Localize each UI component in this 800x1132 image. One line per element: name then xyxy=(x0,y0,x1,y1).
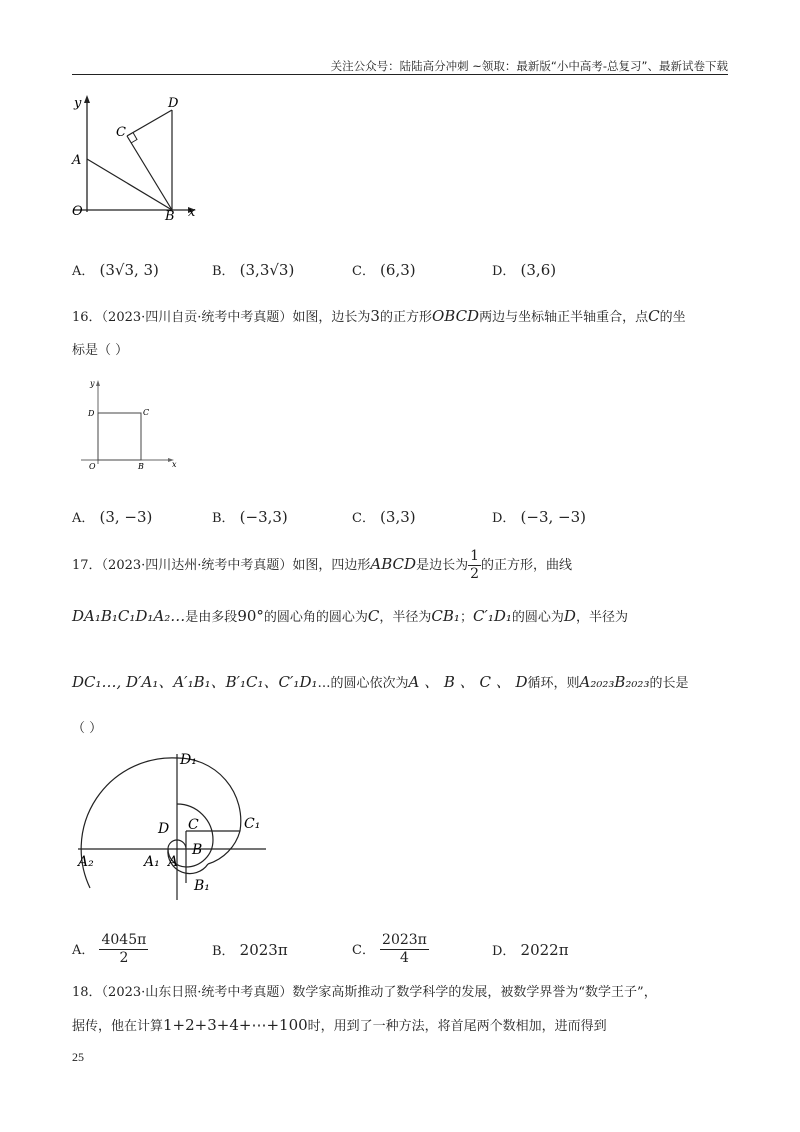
q16-option-d[interactable]: D． (−3, −3) xyxy=(492,508,586,526)
y-arrow xyxy=(84,95,90,103)
label-C: C xyxy=(188,817,199,833)
label-B: B xyxy=(192,842,203,858)
label-D: D xyxy=(158,821,170,837)
q16-option-b[interactable]: B． (−3,3) xyxy=(212,508,288,526)
label-y: y xyxy=(90,379,95,388)
fraction-one-half: $\frac{1}{2}$ xyxy=(470,548,479,582)
label-O: O xyxy=(89,462,96,471)
label-y: y xyxy=(74,96,82,111)
label-B: B xyxy=(138,462,144,471)
label-C: C xyxy=(116,125,126,140)
q16-option-c[interactable]: C． (3,3) xyxy=(352,508,416,526)
q15-option-b[interactable]: B． (3,3√3) xyxy=(212,261,295,279)
y-arrow xyxy=(96,380,100,386)
label-A: A xyxy=(72,153,82,168)
q17-stem-line4: （ ） xyxy=(72,721,103,736)
page-number: 25 xyxy=(72,1050,84,1064)
header-rule xyxy=(72,74,728,75)
label-x: x xyxy=(172,460,177,469)
fraction-4045pi-over-2: $\frac{4045\pi}{2}$ xyxy=(101,932,147,966)
label-B1: B₁ xyxy=(194,878,210,894)
label-D: D xyxy=(88,409,95,418)
q17-stem-line1: 17．（2023·四川达州·统考中考真题）如图，四边形ABCD是边长为 $\frac{1}{2}$ 的正方形，曲线 xyxy=(72,548,573,582)
fraction-2023pi-over-4: $\frac{2023\pi}{4}$ xyxy=(382,932,427,966)
q16-option-a[interactable]: A． (3, −3) xyxy=(72,508,153,526)
label-D: D xyxy=(168,96,179,111)
label-A1: A₁ xyxy=(144,854,160,870)
label-D1: D₁ xyxy=(180,752,197,768)
q17-option-c[interactable]: C． $\frac{2023\pi}{4}$ xyxy=(352,932,427,966)
q15-option-d[interactable]: D． (3,6) xyxy=(492,261,557,279)
q15-option-c[interactable]: C． (6,3) xyxy=(352,261,416,279)
arc-DA1 xyxy=(168,840,177,849)
q16-figure xyxy=(78,376,188,474)
label-A: A xyxy=(168,854,179,870)
square-OBCD xyxy=(98,413,141,460)
label-O: O xyxy=(72,204,83,219)
label-x: x xyxy=(188,205,196,220)
q18-stem-line2: 据传，他在计算1+2+3+4+⋯+100时，用到了一种方法，将首尾两个数相加，进而得到 xyxy=(72,1016,607,1034)
segment-AB xyxy=(87,159,172,210)
q16-stem-line2: 标是（ ） xyxy=(72,343,129,358)
q17-stem-line3: DC₁…, D′A₁、A′₁B₁、B′₁C₁、C′₁D₁…的圆心依次为A 、 B 、 C 、 D循环，则A₂₀₂₃B₂₀₂₃的长是 xyxy=(72,673,689,691)
q17-option-a[interactable]: A． $\frac{4045\pi}{2}$ xyxy=(72,932,147,966)
q17-figure xyxy=(76,748,276,908)
right-angle-mark xyxy=(131,133,137,144)
page-header: 关注公众号：陆陆高分冲刺 ~领取：最新版“小中高考-总复习”、最新试卷下载 xyxy=(330,59,728,73)
q15-figure xyxy=(64,92,214,224)
label-C1: C₁ xyxy=(244,816,261,832)
q17-option-b[interactable]: B． 2023π xyxy=(212,941,288,959)
label-C: C xyxy=(143,408,150,417)
label-B: B xyxy=(165,209,175,224)
segment-CB xyxy=(127,136,172,210)
q17-stem-line2: DA₁B₁C₁D₁A₂…是由多段90°的圆心角的圆心为C，半径为CB₁；C′₁D₁的圆心为D，半径为 xyxy=(72,607,628,625)
q17-option-d[interactable]: D． 2022π xyxy=(492,941,569,959)
arc-small-right xyxy=(177,840,186,849)
arc-top xyxy=(177,758,241,831)
q18-stem-line1: 18．（2023·山东日照·统考中考真题）数学家高斯推动了数学科学的发展，被数学界誉为“数学王子”， xyxy=(72,985,657,1000)
segment-CD xyxy=(127,110,172,136)
q15-option-a[interactable]: A． (3√3, 3) xyxy=(72,261,159,279)
label-A2: A₂ xyxy=(78,854,94,870)
q16-stem-line1: 16．（2023·四川自贡·统考中考真题）如图，边长为3的正方形OBCD两边与坐标轴正半轴重合，点C的坐 xyxy=(72,307,686,325)
